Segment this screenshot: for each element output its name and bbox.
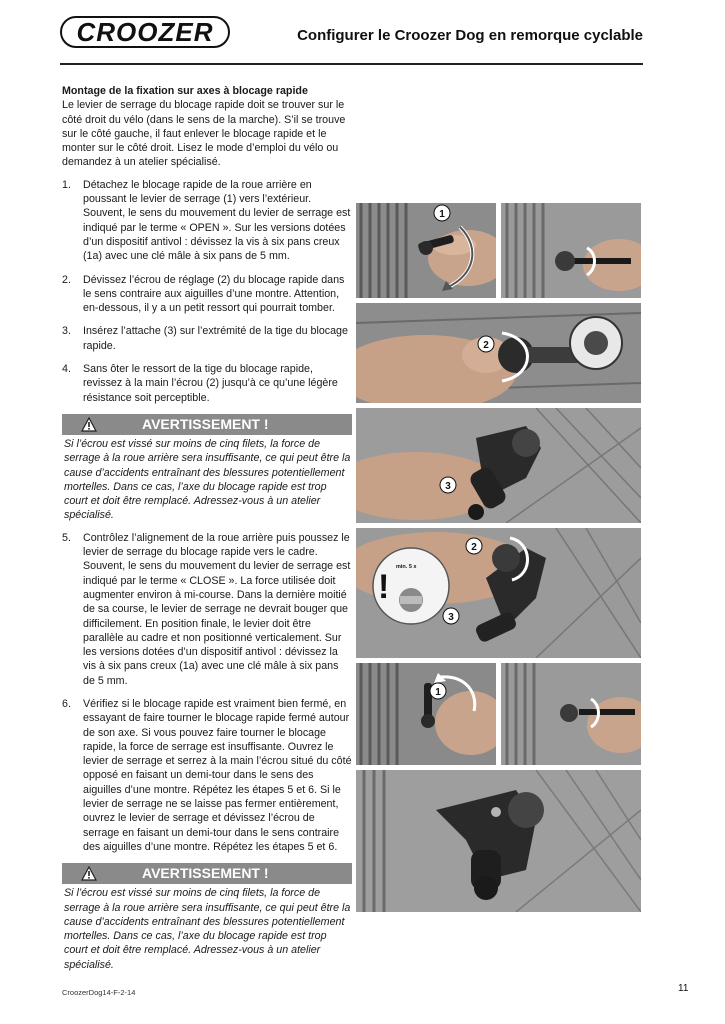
photo-hex-key: [501, 203, 641, 298]
photo-open-lever: [356, 203, 496, 298]
step-number: 5.: [62, 531, 71, 544]
step-number: 3.: [62, 325, 71, 338]
document-code: CroozerDog14-F-2-14: [62, 988, 136, 997]
croozer-logo: [60, 16, 230, 48]
steps-list-b: [62, 531, 352, 855]
step-number: 2.: [62, 273, 71, 286]
svg-text:CROOZER: CROOZER: [76, 17, 214, 47]
photo-mounted-attachment: [356, 770, 641, 912]
warning-title: AVERTISSEMENT !: [142, 865, 269, 882]
photo-close-lever: [356, 663, 496, 765]
text-column: [62, 84, 352, 980]
section-title: Montage de la fixation sur axes à blocage rapide: [62, 85, 308, 97]
warning-triangle-icon: [81, 866, 97, 881]
warning-title: AVERTISSEMENT !: [142, 415, 269, 432]
photo-tighten-nut: [356, 528, 641, 658]
step-4: [62, 362, 352, 405]
warning-header: [62, 414, 352, 435]
step-text: Sans ôter le ressort de la tige du blocage rapide, revissez à la main l’écrou (2) jusqu’à ce qu’une légère résistance soit perceptible.: [83, 363, 338, 404]
step-2: [62, 273, 352, 316]
header-divider: [60, 63, 643, 65]
photo-hex-key-close: [501, 663, 641, 765]
step-text: Contrôlez l’alignement de la roue arrière puis poussez le levier de serrage du blocage rapide vers le cadre. Souvent, le sens du mouvement du levier de serrage est indiqué par le terme « CLOSE ». La force utilisée doit augmenter environ à mi-course. Dans la dernière moitié de sa course, le levier de serrage ne devrait bouger que difficilement. En position finale, le levier doit être parallèle au cadre et non positionné verticalement. Sur les versions dotées d’un dispositif antivol : dévissez la vis à six pans creux (1a) avec une clé mâle à six pans de 5 mm.: [83, 531, 351, 687]
step-number: 1.: [62, 178, 71, 191]
svg-text:2: 2: [483, 340, 489, 351]
step-text: Insérez l’attache (3) sur l’extrémité de la tige du blocage rapide.: [83, 325, 348, 352]
step-text: Dévissez l’écrou de réglage (2) du blocage rapide dans le sens contraire aux aiguilles d’une montre. Attention, en-dessous, il y a un petit ressort qui pourrait tomber.: [83, 273, 345, 315]
svg-text:3: 3: [448, 612, 454, 623]
svg-text:1: 1: [439, 209, 445, 220]
svg-text:3: 3: [445, 481, 451, 492]
step-5: [62, 531, 352, 688]
min-threads-label: min. 5 x: [396, 564, 417, 570]
page-title: Configurer le Croozer Dog en remorque cyclable: [297, 27, 643, 44]
photo-unscrew-nut: [356, 303, 641, 403]
warning-triangle-icon: [81, 417, 97, 432]
warning-header: [62, 863, 352, 884]
step-1: [62, 178, 352, 264]
step-number: 4.: [62, 363, 71, 376]
step-text: Détachez le blocage rapide de la roue arrière en poussant le levier de serrage (1) vers l’extérieur. Souvent, le sens du mouvement du levier de serrage est indiqué par le terme « OPEN ». Sur les versions dotées d’un dispositif antivol : dévissez la vis à six pans creux (1a) avec une clé mâle à six pans de 5 mm.: [83, 178, 351, 263]
section-intro: Le levier de serrage du blocage rapide doit se trouver sur le côté droit du vélo (dans le sens de la marche). S’il se trouve sur le côté gauche, il faut enlever le blocage rapide et le monter sur le côté droit. Lisez le mode d’emploi du vélo ou demandez à un atelier spécialisé.: [62, 99, 346, 169]
exclamation-icon: !: [378, 568, 390, 606]
steps-list-a: [62, 178, 352, 405]
step-text: Vérifiez si le blocage rapide est vraiment bien fermé, en essayant de faire tourner le blocage rapide fermé autour de son axe. Si vous pouvez faire tourner le blocage rapide, la force de serrage est insuffisante. Ouvrez le levier de serrage et serrez à la main l’écrou situé du côté opposé en faisant un demi-tour dans le sens des aiguilles d’une montre. Répétez les étapes 5 et 6. Si le levier de serrage ne se laisse pas fermer entièrement, ouvrez le levier de serrage et dévissez l’écrou de serrage en faisant un demi-tour dans le sens contraire des aiguilles d’une montre. Répétez les étapes 5 et 6.: [83, 697, 352, 853]
warning-text: Si l’écrou est vissé sur moins de cinq filets, la force de serrage à la roue arrière sera insuffisante, ce qui peut être la cause d’accidents entraînant des blessures potentiellement mortelles. Dans ce cas, l’axe du blocage rapide est trop court et doit être remplacé. Adressez-vous à un atelier spécialisé.: [64, 887, 351, 971]
page-number: 11: [678, 983, 689, 994]
warning-text: Si l’écrou est vissé sur moins de cinq filets, la force de serrage à la roue arrière sera insuffisante, ce qui peut être la cause d’accidents entraînant des blessures potentiellement mortelles. Dans ce cas, l’axe du blocage rapide est trop court et doit être remplacé. Adressez-vous à un atelier spécialisé.: [64, 437, 351, 522]
step-3: [62, 324, 352, 353]
photo-insert-attachment: [356, 408, 641, 523]
svg-text:2: 2: [471, 542, 477, 553]
svg-text:1: 1: [435, 687, 441, 698]
step-6: [62, 697, 352, 854]
step-number: 6.: [62, 697, 71, 710]
